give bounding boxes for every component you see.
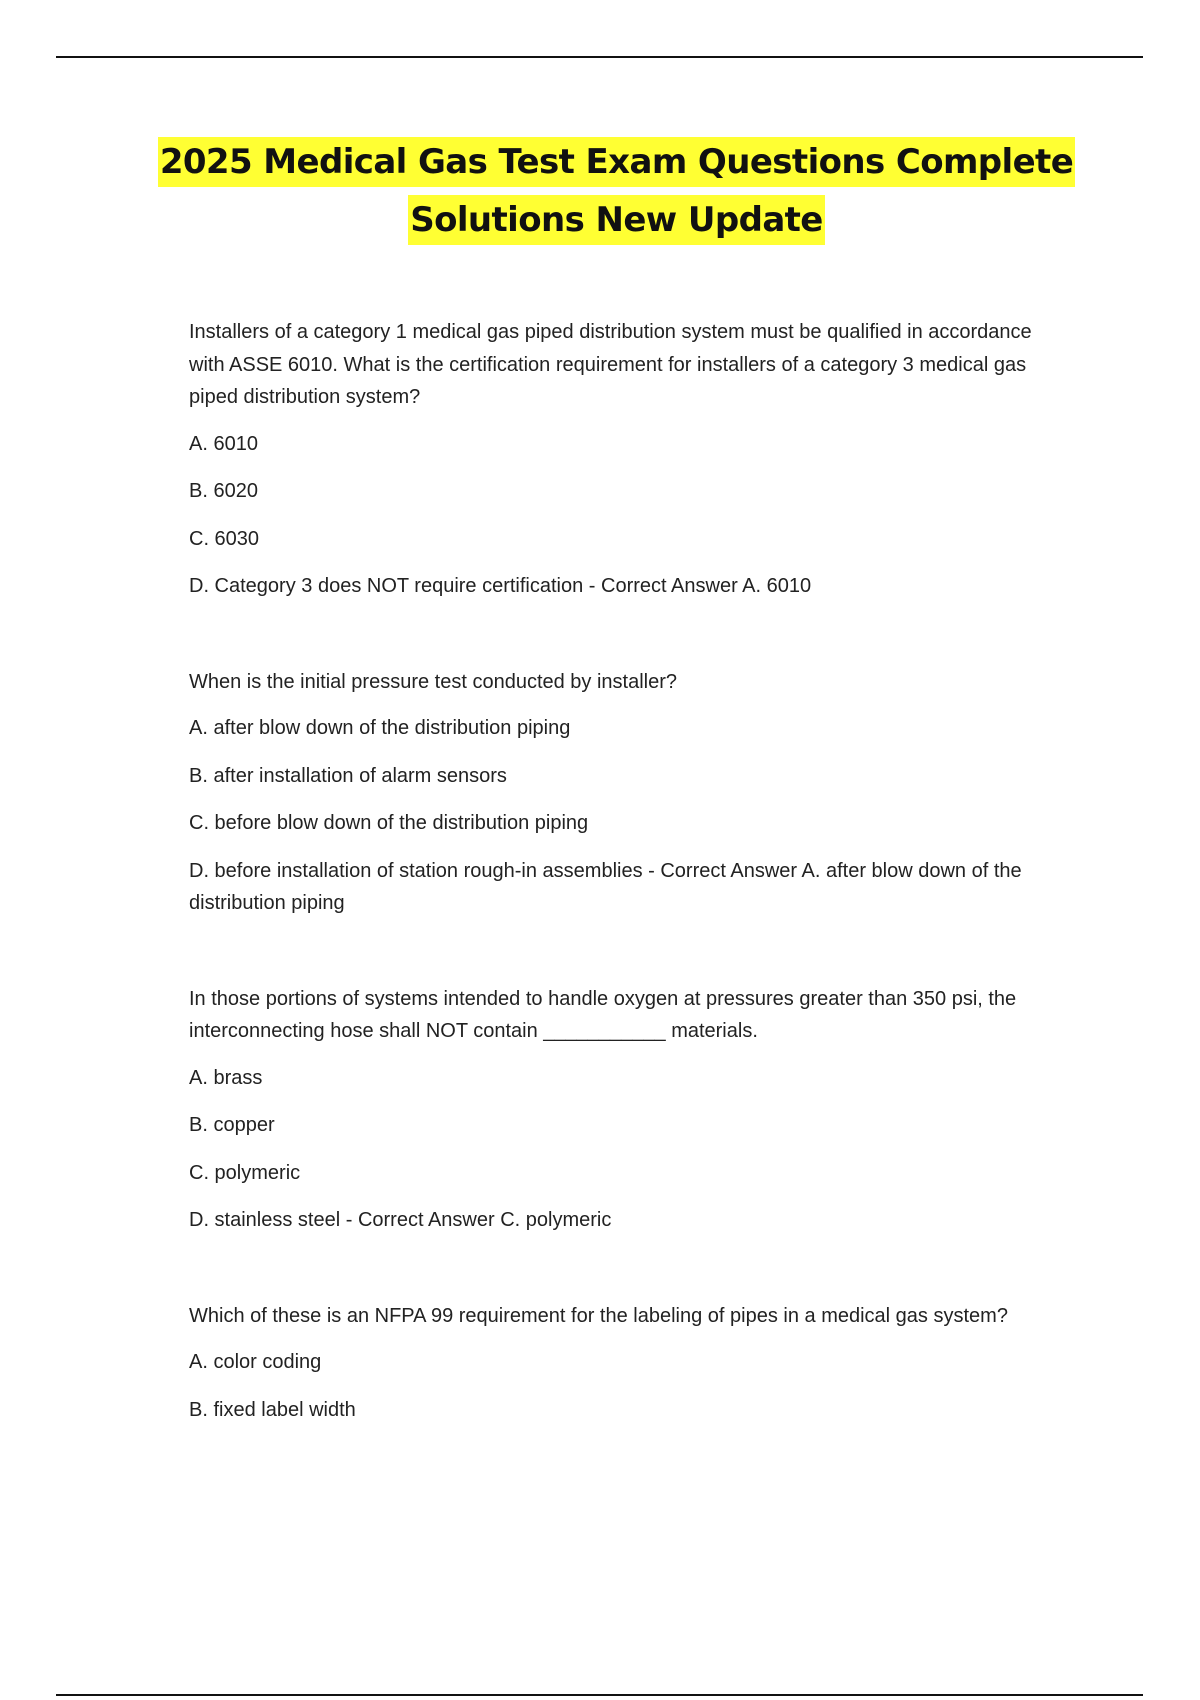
option-d-with-answer: D. before installation of station rough-in assemblies - Correct Answer A. after blow down of the distribution piping bbox=[189, 859, 1022, 914]
title-line-2: Solutions New Update bbox=[408, 195, 825, 245]
question-text: Which of these is an NFPA 99 requirement for the labeling of pipes in a medical gas system? bbox=[189, 1304, 1008, 1327]
question-1 bbox=[189, 316, 1049, 603]
option-b: B. copper bbox=[189, 1114, 275, 1136]
question-text: Installers of a category 1 medical gas piped distribution system must be qualified in accordance with ASSE 6010. What is the certification requirement for installers of a category 3 medical gas piped distribution system? bbox=[189, 321, 1032, 408]
option-d-with-answer: D. Category 3 does NOT require certification - Correct Answer A. 6010 bbox=[189, 575, 812, 597]
option-b: B. after installation of alarm sensors bbox=[189, 764, 507, 787]
option-c: C. before blow down of the distribution piping bbox=[189, 812, 589, 834]
option-a: A. after blow down of the distribution piping bbox=[189, 717, 571, 739]
option-b: B. fixed label width bbox=[189, 1398, 356, 1421]
question-2 bbox=[189, 666, 1049, 920]
option-a: A. 6010 bbox=[189, 432, 258, 455]
question-4 bbox=[189, 1300, 1049, 1427]
option-a: A. color coding bbox=[189, 1351, 322, 1373]
question-text: When is the initial pressure test conducted by installer? bbox=[189, 670, 678, 693]
option-c: C. polymeric bbox=[189, 1161, 301, 1184]
option-a: A. brass bbox=[189, 1066, 263, 1089]
header-rule bbox=[56, 56, 1143, 58]
footer-rule bbox=[56, 1694, 1143, 1696]
option-d-with-answer: D. stainless steel - Correct Answer C. polymeric bbox=[189, 1209, 612, 1231]
question-3 bbox=[189, 983, 1049, 1237]
question-text: In those portions of systems intended to handle oxygen at pressures greater than 350 psi, the interconnecting hose shall NOT contain ___________ materials. bbox=[189, 987, 1017, 1042]
document-title bbox=[150, 137, 1083, 253]
option-c: C. 6030 bbox=[189, 527, 260, 550]
document-body bbox=[189, 316, 1049, 1489]
title-line-1: 2025 Medical Gas Test Exam Questions Complete bbox=[158, 137, 1075, 187]
option-b: B. 6020 bbox=[189, 480, 258, 502]
